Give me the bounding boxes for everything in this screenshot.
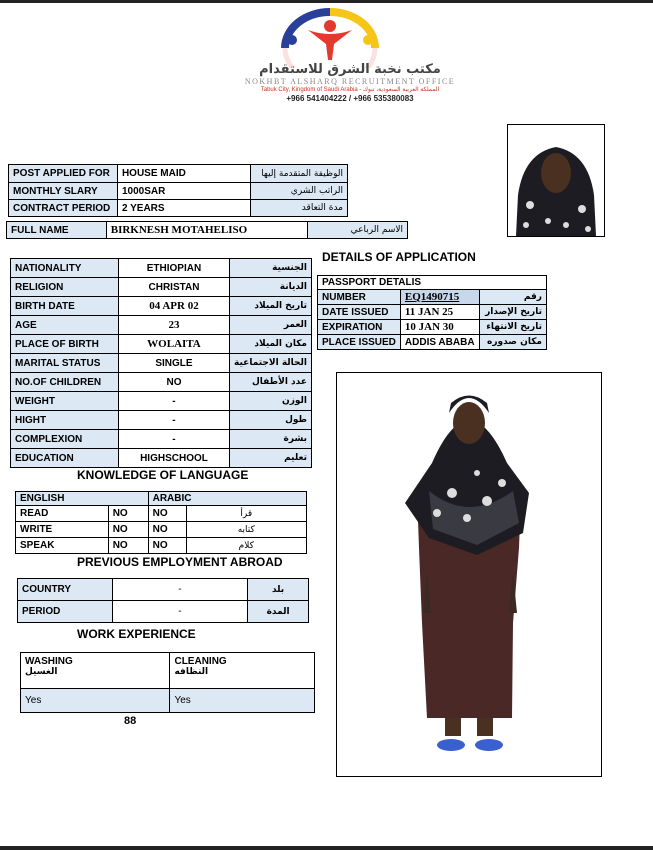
top-border xyxy=(0,0,653,3)
table-row xyxy=(11,449,312,468)
contract-label: CONTRACT PERIOD xyxy=(9,200,118,217)
personal-field-arabic: بشرة xyxy=(230,430,312,449)
personal-field-arabic: الديانة xyxy=(230,278,312,297)
passport-field-value: EQ1490715 xyxy=(400,290,479,305)
washing-label: WASHING xyxy=(25,656,73,667)
personal-field-arabic: تعليم xyxy=(230,449,312,468)
employment-field-label: PERIOD xyxy=(18,601,113,623)
post-arabic: الوظيفة المتقدمة إليها xyxy=(251,165,348,183)
table-row xyxy=(16,492,307,506)
arabic-column-header: ARABIC xyxy=(148,492,306,506)
passport-field-value: ADDIS ABABA xyxy=(400,335,479,350)
salary-arabic: الراتب الشري xyxy=(251,183,348,200)
personal-field-label: BIRTH DATE xyxy=(11,297,119,316)
passport-field-label: NUMBER xyxy=(318,290,401,305)
table-row xyxy=(21,653,315,689)
language-table xyxy=(15,491,307,554)
personal-field-arabic: الجنسية xyxy=(230,259,312,278)
experience-table xyxy=(20,652,315,713)
table-row xyxy=(318,305,547,320)
english-level: NO xyxy=(108,506,148,522)
personal-field-value: SINGLE xyxy=(118,354,229,373)
personal-field-arabic: مكان الميلاد xyxy=(230,335,312,354)
table-row xyxy=(9,165,348,183)
language-heading: KNOWLEDGE OF LANGUAGE xyxy=(77,468,249,482)
personal-table xyxy=(10,258,312,468)
details-heading: DETAILS OF APPLICATION xyxy=(322,250,476,264)
salary-label: MONTHLY SLARY xyxy=(9,183,118,200)
employment-field-label: COUNTRY xyxy=(18,579,113,601)
passport-field-label: DATE ISSUED xyxy=(318,305,401,320)
employment-heading: PREVIOUS EMPLOYMENT ABROAD xyxy=(77,555,283,569)
company-arabic-name: مكتب نخبة الشرق للاستقدام xyxy=(259,62,441,77)
washing-arabic: الغسيل xyxy=(25,667,58,677)
personal-field-value: ETHIOPIAN xyxy=(118,259,229,278)
language-skill-arabic: كلام xyxy=(186,538,306,554)
cleaning-header xyxy=(170,653,315,689)
passport-title: PASSPORT DETALIS xyxy=(318,276,547,290)
passport-field-arabic: مكان صدوره xyxy=(480,335,547,350)
passport-field-value: 10 JAN 30 xyxy=(400,320,479,335)
bottom-border xyxy=(0,846,653,850)
personal-field-arabic: الحالة الاجتماعية xyxy=(230,354,312,373)
personal-field-arabic: طول xyxy=(230,411,312,430)
employment-field-value: - xyxy=(112,601,247,623)
table-row xyxy=(18,601,309,623)
table-row xyxy=(318,320,547,335)
language-skill-label: WRITE xyxy=(16,522,109,538)
post-table xyxy=(8,164,348,217)
table-row xyxy=(11,297,312,316)
personal-field-label: NO.OF CHILDREN xyxy=(11,373,119,392)
letterhead xyxy=(200,6,500,101)
table-row xyxy=(11,373,312,392)
language-skill-label: SPEAK xyxy=(16,538,109,554)
portrait-photo xyxy=(507,124,605,237)
personal-field-arabic: العمر xyxy=(230,316,312,335)
company-logo xyxy=(270,8,390,68)
cleaning-arabic: النظافه xyxy=(174,667,209,677)
personal-field-value: 04 APR 02 xyxy=(118,297,229,316)
employment-field-value: - xyxy=(112,579,247,601)
personal-field-value: - xyxy=(118,430,229,449)
table-row xyxy=(18,579,309,601)
english-level: NO xyxy=(108,538,148,554)
personal-field-arabic: الوزن xyxy=(230,392,312,411)
personal-field-arabic: عدد الأطفال xyxy=(230,373,312,392)
full-name-value: BIRKNESH MOTAHELISO xyxy=(106,222,308,239)
personal-field-value: NO xyxy=(118,373,229,392)
arabic-level: NO xyxy=(148,506,186,522)
english-level: NO xyxy=(108,522,148,538)
language-skill-arabic: كتابه xyxy=(186,522,306,538)
page-number: 88 xyxy=(124,715,137,727)
post-label: POST APPLIED FOR xyxy=(9,165,118,183)
arabic-level: NO xyxy=(148,522,186,538)
full-name-label: FULL NAME xyxy=(7,222,107,239)
passport-field-label: PLACE ISSUED xyxy=(318,335,401,350)
table-row xyxy=(11,335,312,354)
company-english-name: NOKHBT ALSHARQ RECRUITMENT OFFICE xyxy=(244,77,456,86)
table-row xyxy=(16,506,307,522)
full-name-arabic: الاسم الرباعي xyxy=(308,222,408,239)
personal-field-label: PLACE OF BIRTH xyxy=(11,335,119,354)
table-row xyxy=(318,335,547,350)
passport-table xyxy=(317,275,547,350)
table-row xyxy=(11,411,312,430)
table-row xyxy=(11,430,312,449)
full-name-table xyxy=(6,221,408,239)
full-body-photo xyxy=(336,372,602,777)
personal-field-value: WOLAITA xyxy=(118,335,229,354)
passport-field-arabic: رقم xyxy=(480,290,547,305)
personal-field-label: EDUCATION xyxy=(11,449,119,468)
table-row xyxy=(21,689,315,713)
employment-field-arabic: المدة xyxy=(248,601,309,623)
passport-field-arabic: تاريخ الإصدار xyxy=(480,305,547,320)
table-row xyxy=(318,290,547,305)
personal-field-arabic: تاريخ الميلاد xyxy=(230,297,312,316)
personal-field-label: RELIGION xyxy=(11,278,119,297)
personal-field-value: - xyxy=(118,411,229,430)
passport-field-value: 11 JAN 25 xyxy=(400,305,479,320)
personal-field-value: HIGHSCHOOL xyxy=(118,449,229,468)
table-row xyxy=(16,522,307,538)
table-row xyxy=(16,538,307,554)
cleaning-value: Yes xyxy=(170,689,315,713)
personal-field-label: MARITAL STATUS xyxy=(11,354,119,373)
company-address: Tabuk City, Kingdom of Saudi Arabia - المملكة العربية السعودية، تبوك xyxy=(260,87,440,93)
cleaning-label: CLEANING xyxy=(174,656,227,667)
personal-field-value: 23 xyxy=(118,316,229,335)
table-row xyxy=(11,278,312,297)
table-row xyxy=(9,200,348,217)
post-value: HOUSE MAID xyxy=(117,165,250,183)
passport-field-label: EXPIRATION xyxy=(318,320,401,335)
table-row xyxy=(11,259,312,278)
table-row xyxy=(11,316,312,335)
language-skill-label: READ xyxy=(16,506,109,522)
table-row xyxy=(11,354,312,373)
passport-field-arabic: تاريخ الانتهاء xyxy=(480,320,547,335)
table-row xyxy=(11,392,312,411)
personal-field-label: AGE xyxy=(11,316,119,335)
employment-table xyxy=(17,578,309,623)
table-row xyxy=(9,183,348,200)
experience-heading: WORK EXPERIENCE xyxy=(77,627,196,641)
english-column-header: ENGLISH xyxy=(16,492,149,506)
personal-field-value: CHRISTAN xyxy=(118,278,229,297)
personal-field-value: - xyxy=(118,392,229,411)
washing-header xyxy=(21,653,170,689)
personal-field-label: COMPLEXION xyxy=(11,430,119,449)
personal-field-label: NATIONALITY xyxy=(11,259,119,278)
applicant-full-body-image xyxy=(337,373,601,776)
language-skill-arabic: قرأ xyxy=(186,506,306,522)
washing-value: Yes xyxy=(21,689,170,713)
company-phones: +966 541404222 / +966 535380083 xyxy=(286,94,414,103)
salary-value: 1000SAR xyxy=(117,183,250,200)
employment-field-arabic: بلد xyxy=(248,579,309,601)
personal-field-label: HIGHT xyxy=(11,411,119,430)
applicant-portrait-image xyxy=(508,125,604,236)
arabic-level: NO xyxy=(148,538,186,554)
personal-field-label: WEIGHT xyxy=(11,392,119,411)
contract-value: 2 YEARS xyxy=(117,200,250,217)
contract-arabic: مدة التعاقد xyxy=(251,200,348,217)
